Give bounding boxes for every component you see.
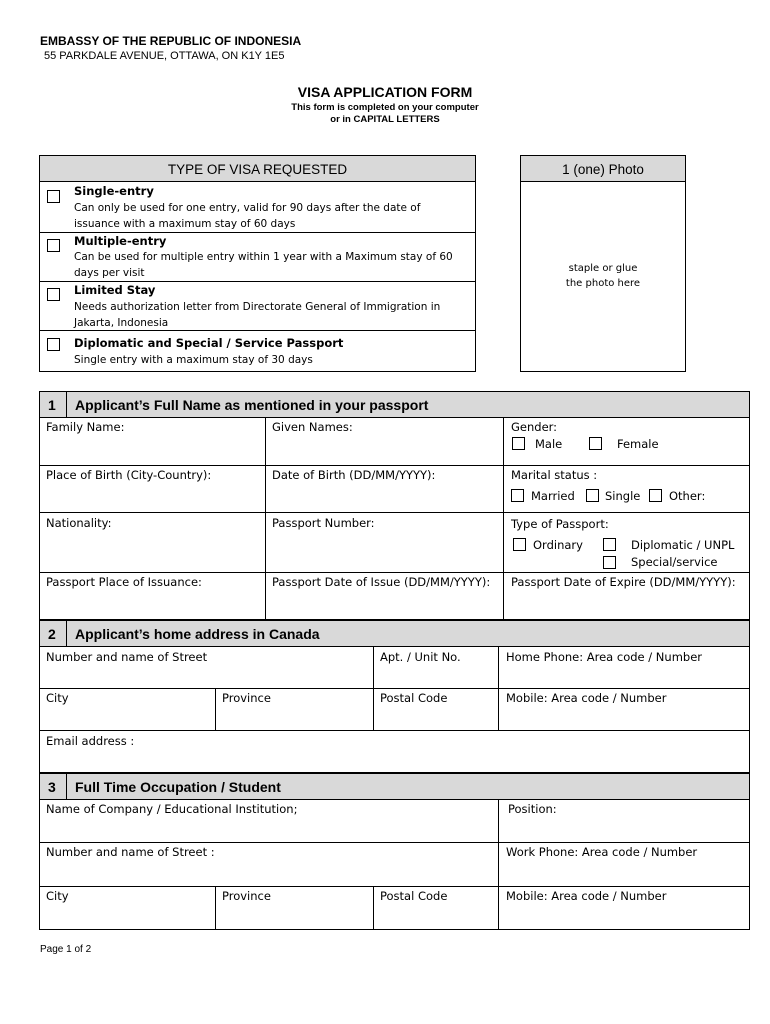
work-province-label: Province — [222, 889, 271, 903]
male-checkbox[interactable] — [512, 437, 525, 450]
divider — [498, 647, 499, 730]
position-label: Position: — [508, 802, 557, 816]
company-label: Name of Company / Educational Institution; — [46, 802, 298, 816]
single-checkbox[interactable] — [586, 489, 599, 502]
female-checkbox[interactable] — [589, 437, 602, 450]
home-mobile-label: Mobile: Area code / Number — [506, 691, 667, 705]
passport-issue-label: Passport Date of Issue (DD/MM/YYYY): — [272, 575, 491, 589]
section3-number: 3 — [48, 779, 56, 795]
work-street-label: Number and name of Street : — [46, 845, 215, 859]
limited-stay-title: Limited Stay — [74, 283, 156, 297]
gender-label: Gender: — [511, 420, 558, 434]
other-label: Other: — [669, 489, 706, 503]
date-of-birth-label: Date of Birth (DD/MM/YYYY): — [272, 468, 436, 482]
special-service-label: Special/service — [631, 555, 718, 569]
ordinary-checkbox[interactable] — [513, 538, 526, 551]
divider — [265, 418, 266, 620]
divider — [40, 465, 749, 466]
home-province-label: Province — [222, 691, 271, 705]
multiple-entry-desc: Can be used for multiple entry within 1 year with a Maximum stay of 60 days per visit — [74, 251, 453, 279]
divider — [373, 647, 374, 730]
home-postal-label: Postal Code — [380, 691, 448, 705]
divider — [40, 886, 749, 887]
married-checkbox[interactable] — [511, 489, 524, 502]
photo-instruction-1: staple or glue — [568, 263, 638, 274]
divider — [40, 842, 749, 843]
passport-place-label: Passport Place of Issuance: — [46, 575, 202, 589]
diplomatic-title: Diplomatic and Special / Service Passport — [74, 336, 344, 350]
divider — [498, 800, 499, 930]
form-subtitle-1: This form is completed on your computer — [291, 102, 479, 113]
multiple-entry-title: Multiple-entry — [74, 234, 167, 248]
type-of-passport-label: Type of Passport: — [511, 517, 609, 531]
place-of-birth-label: Place of Birth (City-Country): — [46, 468, 212, 482]
diplomatic-unpl-checkbox[interactable] — [603, 538, 616, 551]
section1-number: 1 — [48, 397, 56, 413]
female-label: Female — [617, 437, 659, 451]
divider — [40, 730, 749, 731]
home-street-label: Number and name of Street — [46, 650, 208, 664]
section2-title: Applicant’s home address in Canada — [75, 626, 320, 642]
family-name-label: Family Name: — [46, 420, 125, 434]
home-phone-label: Home Phone: Area code / Number — [506, 650, 703, 664]
form-subtitle-2: or in CAPITAL LETTERS — [330, 114, 440, 125]
married-label: Married — [531, 489, 575, 503]
section3-title: Full Time Occupation / Student — [75, 779, 281, 795]
work-mobile-label: Mobile: Area code / Number — [506, 889, 667, 903]
divider — [40, 281, 475, 282]
marital-status-label: Marital status : — [511, 468, 598, 482]
diplomatic-desc: Single entry with a maximum stay of 30 days — [74, 354, 313, 366]
embassy-name: EMBASSY OF THE REPUBLIC OF INDONESIA — [40, 34, 302, 48]
section2-number: 2 — [48, 626, 56, 642]
divider — [503, 418, 504, 620]
divider — [40, 512, 749, 513]
diplomatic-checkbox[interactable] — [47, 338, 60, 351]
limited-stay-desc: Needs authorization letter from Directorate General of Immigration in Jakarta, Indonesia — [74, 301, 441, 329]
other-checkbox[interactable] — [649, 489, 662, 502]
limited-stay-checkbox[interactable] — [47, 288, 60, 301]
divider — [373, 886, 374, 930]
single-entry-title: Single-entry — [74, 184, 154, 198]
page-number: Page 1 of 2 — [40, 944, 92, 955]
male-label: Male — [535, 437, 563, 451]
form-title: VISA APPLICATION FORM — [297, 84, 473, 100]
photo-heading: 1 (one) Photo — [562, 162, 644, 177]
email-label: Email address : — [46, 734, 135, 748]
divider — [66, 391, 67, 418]
divider — [40, 688, 749, 689]
divider — [40, 572, 749, 573]
nationality-label: Nationality: — [46, 516, 112, 530]
single-label: Single — [605, 489, 641, 503]
visa-type-header — [39, 155, 476, 182]
given-names-label: Given Names: — [272, 420, 353, 434]
multiple-entry-checkbox[interactable] — [47, 239, 60, 252]
ordinary-label: Ordinary — [533, 538, 583, 552]
embassy-address: 55 PARKDALE AVENUE, OTTAWA, ON K1Y 1E5 — [44, 50, 285, 62]
visa-type-heading: TYPE OF VISA REQUESTED — [167, 162, 348, 177]
photo-header — [520, 155, 686, 182]
single-entry-checkbox[interactable] — [47, 190, 60, 203]
single-entry-desc: Can only be used for one entry, valid for 90 days after the date of issuance with a maximum stay of 60 days — [74, 202, 421, 230]
apt-label: Apt. / Unit No. — [380, 650, 461, 664]
divider — [215, 886, 216, 930]
special-service-checkbox[interactable] — [603, 556, 616, 569]
passport-number-label: Passport Number: — [272, 516, 375, 530]
divider — [40, 232, 475, 233]
passport-expire-label: Passport Date of Expire (DD/MM/YYYY): — [511, 575, 736, 589]
work-city-label: City — [46, 889, 69, 903]
diplomatic-unpl-label: Diplomatic / UNPL — [631, 538, 735, 552]
photo-instruction-2: the photo here — [565, 278, 641, 289]
home-city-label: City — [46, 691, 69, 705]
section1-title: Applicant’s Full Name as mentioned in your passport — [75, 397, 429, 413]
divider — [66, 620, 67, 647]
work-postal-label: Postal Code — [380, 889, 448, 903]
divider — [66, 773, 67, 800]
work-phone-label: Work Phone: Area code / Number — [506, 845, 698, 859]
divider — [215, 688, 216, 730]
